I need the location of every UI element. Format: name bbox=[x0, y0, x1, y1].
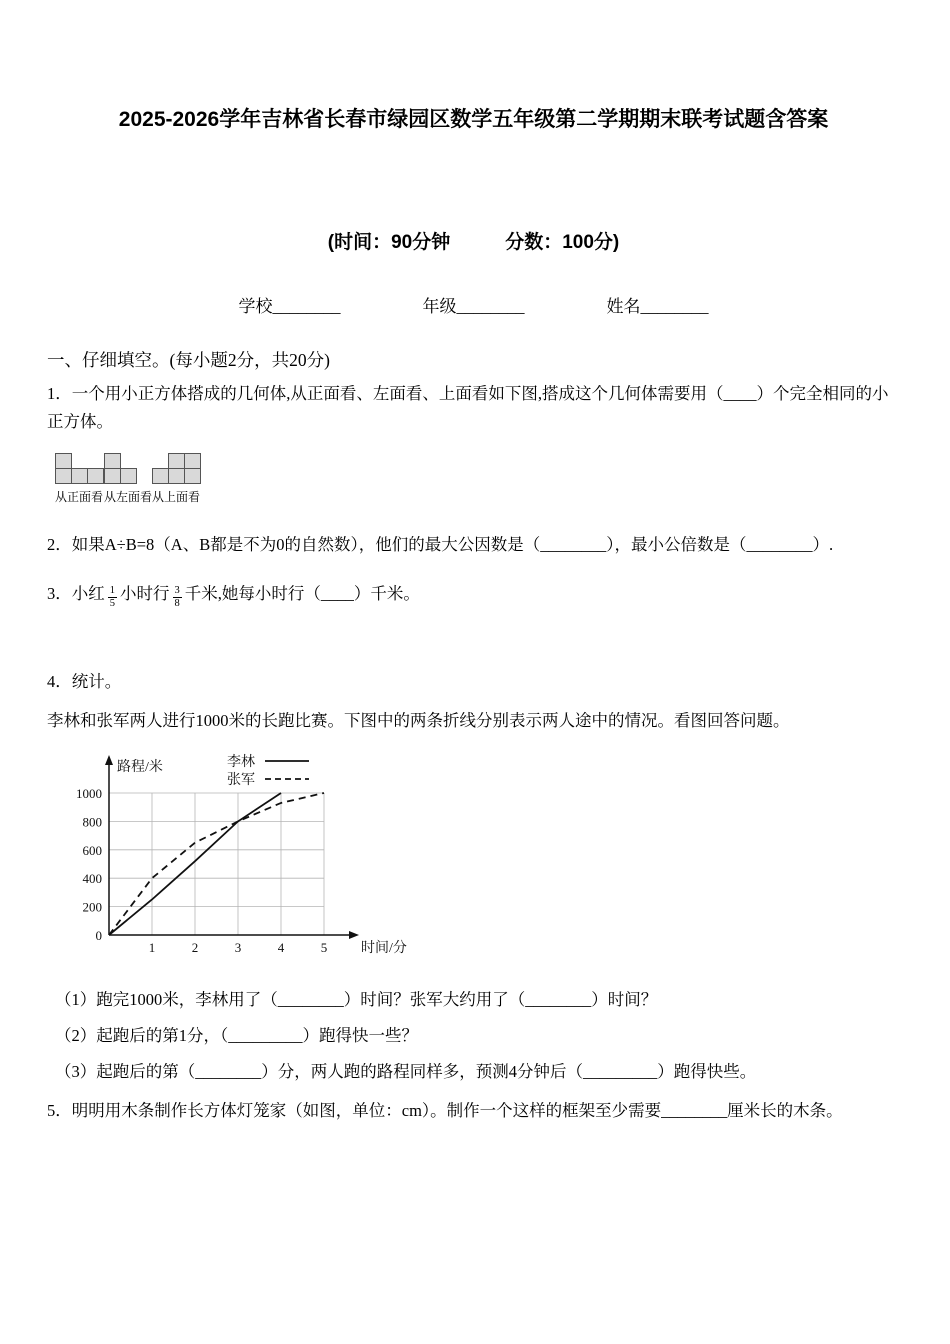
question-4: 4．统计。 bbox=[47, 672, 122, 692]
time-label: (时间：90分钟 bbox=[327, 232, 451, 254]
svg-text:5: 5 bbox=[320, 939, 328, 955]
question-1: 1．一个用小正方体搭成的几何体,从正面看、左面看、上面看如下图,搭成这个几何体需要用（____）个完全相同的小正方体。 bbox=[47, 384, 889, 431]
question-3-suffix: 千米,她每小时行（____）千米。 bbox=[184, 583, 420, 603]
front-view-label: 从正面看 bbox=[55, 489, 104, 504]
figure-left-view bbox=[104, 453, 152, 505]
svg-text:200: 200 bbox=[82, 899, 102, 915]
svg-text:0: 0 bbox=[95, 927, 102, 943]
question-4-intro: 李林和张军两人进行1000米的长跑比赛。下图中的两条折线分别表示两人途中的情况。看图回答问题。 bbox=[47, 711, 790, 731]
svg-text:2: 2 bbox=[191, 939, 199, 955]
question-3 bbox=[47, 580, 900, 610]
svg-text:400: 400 bbox=[82, 870, 102, 886]
top-view-grid bbox=[152, 453, 201, 484]
svg-text:1: 1 bbox=[148, 939, 156, 955]
section-1-heading: 一、仔细填空。(每小题2分，共20分) bbox=[47, 350, 330, 371]
figure-top-view bbox=[152, 453, 201, 505]
svg-text:3: 3 bbox=[234, 939, 242, 955]
student-info-line bbox=[47, 292, 900, 317]
fraction-1 bbox=[108, 585, 117, 610]
svg-text:600: 600 bbox=[82, 842, 102, 858]
grade-field: 年级________ bbox=[422, 297, 525, 317]
question-3-mid: 小时行 bbox=[120, 583, 170, 603]
top-view-label: 从上面看 bbox=[152, 489, 201, 504]
svg-text:800: 800 bbox=[82, 813, 102, 829]
svg-text:张军: 张军 bbox=[227, 772, 255, 788]
question-4-sub-2: （2）起跑后的第1分，（_________）跑得快一些？ bbox=[55, 1025, 418, 1045]
cube-view-figures bbox=[55, 453, 900, 505]
fraction-1-numerator: 1 bbox=[108, 585, 117, 598]
svg-text:李林: 李林 bbox=[227, 754, 255, 770]
svg-text:时间/分: 时间/分 bbox=[361, 940, 407, 956]
fraction-2 bbox=[173, 585, 182, 610]
left-view-grid bbox=[104, 453, 137, 484]
question-3-prefix: 3．小红 bbox=[47, 583, 105, 603]
page-title: 2025-2026学年吉林省长春市绿园区数学五年级第二学期期末联考试题含答案 bbox=[118, 108, 829, 131]
question-5: 5．明明用木条制作长方体灯笼家（如图，单位：cm）。制作一个这样的框架至少需要________厘米长的木条。 bbox=[47, 1101, 843, 1121]
front-view-grid bbox=[55, 453, 104, 484]
fraction-2-numerator: 3 bbox=[173, 585, 182, 598]
score-label: 分数：100分) bbox=[505, 232, 620, 254]
question-4-sub-3: （3）起跑后的第（________）分，两人跑的路程同样多，预测4分钟后（_________）跑得快些。 bbox=[55, 1061, 757, 1081]
fraction-1-denominator: 5 bbox=[109, 598, 115, 610]
figure-front-view bbox=[55, 453, 104, 505]
race-line-chart bbox=[59, 747, 900, 970]
fraction-2-denominator: 8 bbox=[174, 598, 180, 610]
svg-text:4: 4 bbox=[277, 939, 285, 955]
left-view-label: 从左面看 bbox=[104, 489, 153, 504]
school-field: 学校________ bbox=[238, 297, 341, 317]
svg-text:1000: 1000 bbox=[76, 785, 102, 801]
svg-text:路程/米: 路程/米 bbox=[117, 759, 163, 775]
name-field: 姓名________ bbox=[606, 297, 709, 317]
question-4-sub-1: （1）跑完1000米，李林用了（________）时间？张军大约用了（________）时间？ bbox=[55, 989, 658, 1009]
question-2: 2．如果A÷B=8（A、B都是不为0的自然数），他们的最大公因数是（________），最小公倍数是（________）. bbox=[47, 534, 834, 554]
exam-meta bbox=[47, 227, 900, 254]
